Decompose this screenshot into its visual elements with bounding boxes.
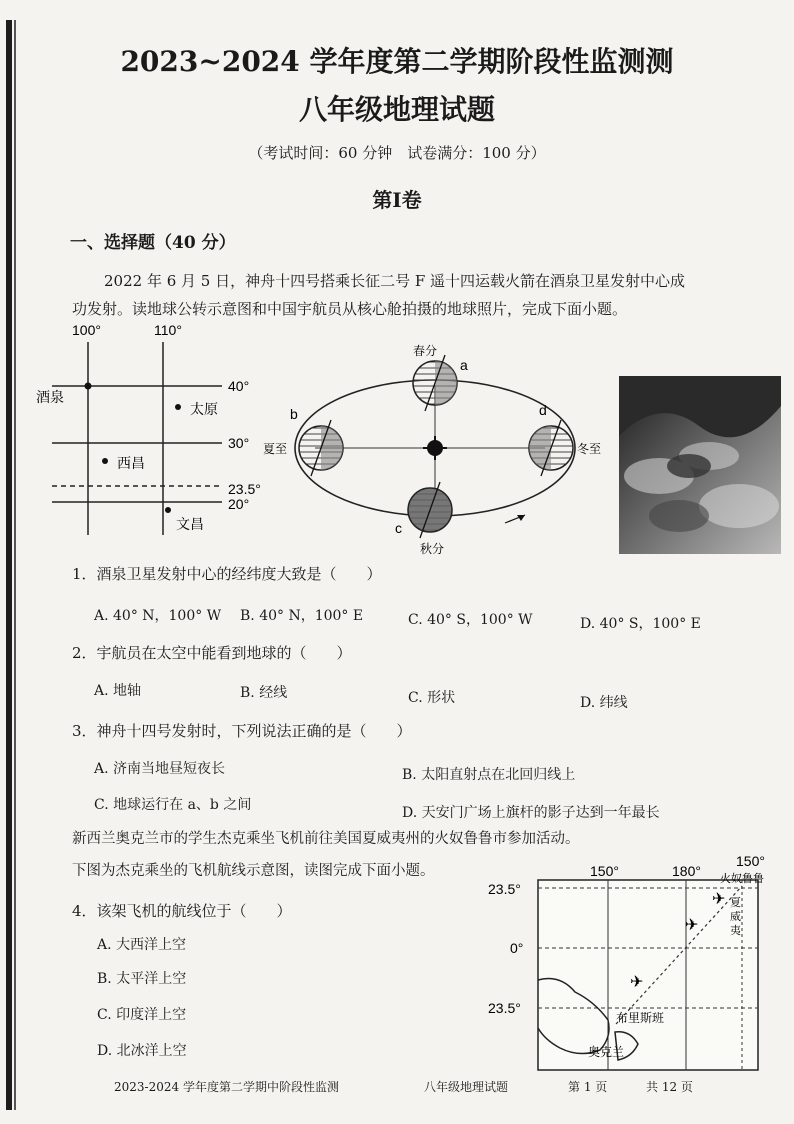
lat-label-20: 20°	[228, 496, 250, 512]
q4-option-c[interactable]: C. 印度洋上空	[97, 1007, 187, 1023]
question-4: 4．该架飞机的航线位于（ ）	[72, 902, 292, 920]
xichang-dot	[102, 458, 108, 464]
lat-label-23-5: 23.5°	[228, 481, 261, 497]
letter-c: c	[395, 520, 402, 536]
q3-option-c[interactable]: C. 地球运行在 a、b 之间	[94, 797, 252, 813]
q4-option-d[interactable]: D. 北冰洋上空	[97, 1043, 187, 1059]
label-spring: 春分	[413, 344, 438, 358]
china-grid-map	[30, 320, 280, 540]
earth-orbit-diagram	[255, 335, 625, 565]
label-winter: 冬至	[577, 442, 602, 456]
q2-option-b[interactable]: B. 经线	[240, 685, 288, 701]
place-xichang: 西昌	[117, 455, 145, 471]
q1-option-d[interactable]: D. 40° S，100° E	[580, 616, 701, 632]
plane-icon-3: ✈	[712, 891, 726, 908]
volume-label: 第Ⅰ卷	[372, 188, 422, 212]
plane-icon-2: ✈	[685, 917, 699, 934]
lat-label-40: 40°	[228, 378, 250, 394]
q1-option-c[interactable]: C. 40° S，100° W	[408, 612, 533, 628]
lat-label-30: 30°	[228, 435, 250, 451]
taiyuan-dot	[175, 404, 181, 410]
place-hawaii-2: 威	[730, 911, 741, 923]
jiuquan-dot	[85, 383, 92, 390]
letter-a: a	[460, 357, 468, 373]
place-brisbane: 布里斯班	[616, 1011, 665, 1025]
lon-label-150-right: 150°	[736, 853, 765, 869]
place-auckland: 奥克兰	[588, 1045, 625, 1059]
q2-option-c[interactable]: C. 形状	[408, 690, 456, 706]
place-jiuquan: 酒泉	[36, 389, 64, 405]
question-3: 3．神舟十四号发射时，下列说法正确的是（ ）	[72, 722, 412, 740]
q3-option-a[interactable]: A. 济南当地昼短夜长	[94, 761, 226, 777]
place-hawaii-3: 夷	[730, 925, 741, 937]
q1-option-a[interactable]: A. 40° N，100° W	[94, 608, 222, 624]
letter-d: d	[539, 402, 547, 418]
footer-page: 第 1 页	[568, 1080, 608, 1094]
exam-subtitle: 八年级地理试题	[298, 93, 495, 126]
place-taiyuan: 太原	[190, 401, 218, 417]
place-hawaii-1: 夏	[730, 897, 741, 909]
lon-label-180: 180°	[672, 863, 701, 879]
lon-label-110: 110°	[154, 322, 182, 338]
wenchang-dot	[165, 507, 171, 513]
exam-title: 2023~2024 学年度第二学期阶段性监测测	[120, 45, 674, 78]
earth-summer-solstice	[299, 420, 343, 476]
lat-label-23-5-s: 23.5°	[488, 1000, 521, 1016]
q2-option-a[interactable]: A. 地轴	[94, 683, 142, 699]
place-wenchang: 文昌	[176, 516, 204, 532]
q4-option-b[interactable]: B. 太平洋上空	[97, 971, 187, 987]
earth-autumn-equinox	[408, 482, 452, 538]
section2-intro-line-1: 新西兰奥克兰市的学生杰克乘坐飞机前往美国夏威夷州的火奴鲁鲁市参加活动。	[72, 831, 580, 847]
lat-label-0: 0°	[510, 940, 524, 956]
q3-option-d[interactable]: D. 天安门广场上旗杆的影子达到一年最长	[402, 805, 660, 821]
lat-label-23-5-n: 23.5°	[488, 881, 521, 897]
earth-photo	[619, 376, 781, 554]
place-honolulu: 火奴鲁鲁	[720, 873, 764, 885]
lon-label-100: 100°	[72, 322, 101, 338]
plane-icon-1: ✈	[630, 974, 644, 991]
section2-intro-line-2: 下图为杰克乘坐的飞机航线示意图，读图完成下面小题。	[72, 863, 435, 879]
lon-label-150-left: 150°	[590, 863, 619, 879]
q3-option-b[interactable]: B. 太阳直射点在北回归线上	[402, 767, 576, 783]
intro-line-2: 功发射。读地球公转示意图和中国宇航员从核心舱拍摄的地球照片，完成下面小题。	[72, 300, 628, 318]
label-autumn: 秋分	[420, 542, 445, 556]
q2-option-d[interactable]: D. 纬线	[580, 695, 628, 711]
map2-frame	[538, 880, 758, 1070]
q1-option-b[interactable]: B. 40° N，100° E	[240, 608, 364, 624]
label-summer: 夏至	[263, 442, 288, 456]
earth-winter-solstice	[529, 420, 573, 476]
footer-total: 共 12 页	[646, 1080, 693, 1094]
earth-spring-equinox	[413, 355, 457, 411]
footer-left: 2023-2024 学年度第二学期中阶段性监测	[114, 1080, 339, 1094]
q4-option-a[interactable]: A. 大西洋上空	[97, 937, 187, 953]
exam-info: （考试时间：60 分钟 试卷满分：100 分）	[248, 144, 546, 162]
question-2: 2．宇航员在太空中能看到地球的（ ）	[72, 644, 352, 662]
section-title: 一、选择题（40 分）	[70, 233, 236, 253]
letter-b: b	[290, 406, 298, 422]
footer-center: 八年级地理试题	[424, 1080, 509, 1094]
intro-line-1: 2022 年 6 月 5 日，神舟十四号搭乘长征二号 F 遥十四运载火箭在酒泉卫星发射中心成	[104, 272, 686, 290]
question-1: 1．酒泉卫星发射中心的经纬度大致是（ ）	[72, 565, 382, 583]
flight-route-map	[480, 852, 780, 1074]
